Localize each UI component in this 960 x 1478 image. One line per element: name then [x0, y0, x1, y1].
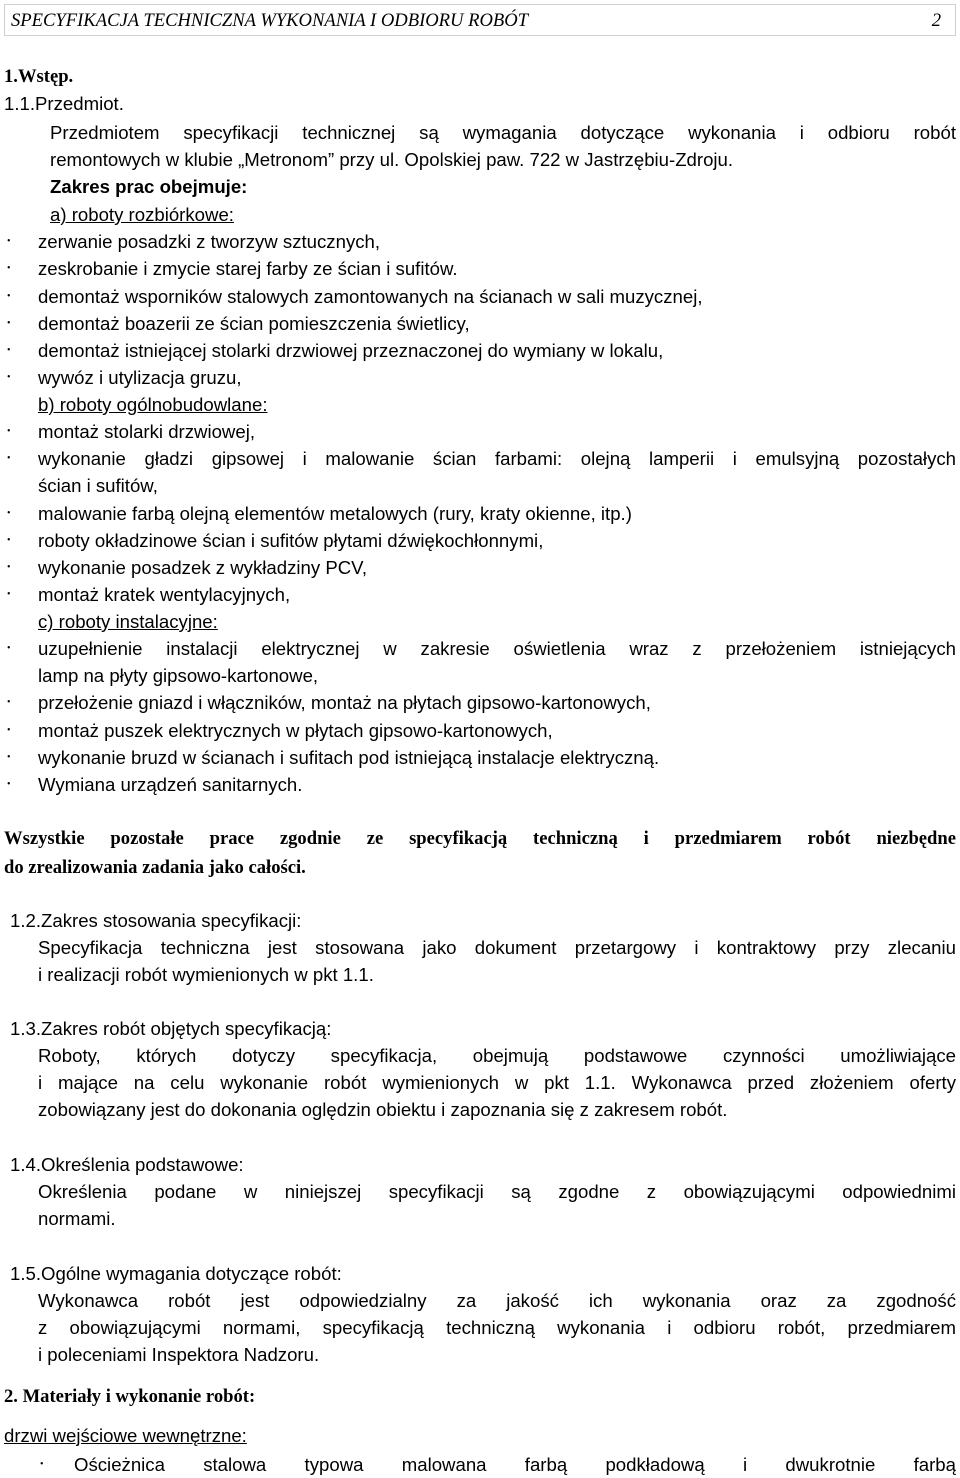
bullet-icon: • — [7, 508, 11, 519]
group-a-label: a) roboty rozbiórkowe: — [50, 204, 234, 225]
section-1-5-heading: 1.5.Ogólne wymagania dotyczące robót: — [10, 1263, 342, 1284]
list-item: roboty okładzinowe ścian i sufitów płytami dźwiękochłonnymi, — [38, 530, 544, 551]
section-1-3-line-3: zobowiązany jest do dokonania oględzin obiektu i zapoznania się z zakresem robót. — [38, 1099, 728, 1120]
list-item: zeskrobanie i zmycie starej farby ze ścian i sufitów. — [38, 258, 458, 279]
section-1-4-heading: 1.4.Określenia podstawowe: — [10, 1154, 244, 1175]
bullet-icon: • — [7, 318, 11, 329]
list-item: wykonanie gładzi gipsowej i malowanie ścian farbami: olejną lamperii i emulsyjną pozostałych — [38, 448, 956, 469]
list-item: zerwanie posadzki z tworzyw sztucznych, — [38, 231, 381, 252]
bullet-icon: • — [7, 236, 11, 247]
bullet-icon: • — [7, 562, 11, 573]
section-1-5-line-2: z obowiązującymi normami, specyfikacją techniczną wykonania i odbioru robót, przedmiarem — [38, 1317, 956, 1338]
page-header — [4, 4, 956, 36]
list-item: demontaż boazerii ze ścian pomieszczenia świetlicy, — [38, 313, 470, 334]
bullet-icon: • — [7, 752, 11, 763]
section-1-2-line-1: Specyfikacja techniczna jest stosowana jako dokument przetargowy i kontraktowy przy zlecaniu — [38, 937, 956, 958]
section-1-4-line-1: Określenia podane w niniejszej specyfikacji są zgodne z obowiązującymi odpowiednimi — [38, 1181, 956, 1202]
list-item: montaż puszek elektrycznych w płytach gipsowo-kartonowych, — [38, 720, 553, 741]
list-item: montaż stolarki drzwiowej, — [38, 421, 255, 442]
intro-line-1: Przedmiotem specyfikacji technicznej są wymagania dotyczące wykonania i odbioru robót — [50, 122, 956, 143]
list-item: malowanie farbą olejną elementów metalowych (rury, kraty okienne, itp.) — [38, 503, 632, 524]
section-1-1-heading: 1.1.Przedmiot. — [4, 93, 124, 114]
note-line-2: do zrealizowania zadania jako całości. — [4, 857, 306, 878]
scope-heading: Zakres prac obejmuje: — [50, 176, 248, 197]
list-item-continuation: ścian i sufitów, — [38, 475, 158, 496]
bullet-icon: • — [7, 643, 11, 654]
bullet-icon: • — [40, 1459, 44, 1470]
bullet-icon: • — [7, 725, 11, 736]
list-item: demontaż istniejącej stolarki drzwiowej przeznaczonej do wymiany w lokalu, — [38, 340, 664, 361]
bullet-icon: • — [7, 453, 11, 464]
section-1-2-heading: 1.2.Zakres stosowania specyfikacji: — [10, 910, 302, 931]
bullet-icon: • — [7, 372, 11, 383]
bullet-icon: • — [7, 535, 11, 546]
section-1-3-line-1: Roboty, których dotyczy specyfikacja, obejmują podstawowe czynności umożliwiające — [38, 1045, 956, 1066]
bullet-icon: • — [7, 589, 11, 600]
bullet-icon: • — [7, 426, 11, 437]
note-line-1: Wszystkie pozostałe prace zgodnie ze specyfikacją techniczną i przedmiarem robót niezbędne — [4, 828, 956, 849]
section-1-5-line-3: i poleceniami Inspektora Nadzoru. — [38, 1344, 320, 1365]
page-number: 2 — [931, 10, 941, 31]
bullet-icon: • — [7, 779, 11, 790]
section-2-heading: 2. Materiały i wykonanie robót: — [4, 1386, 256, 1407]
section-1-3-line-2: i mające na celu wykonanie robót wymienionych w pkt 1.1. Wykonawca przed złożeniem oferty — [38, 1072, 956, 1093]
list-item: wykonanie bruzd w ścianach i sufitach pod istniejącą instalacje elektryczną. — [38, 747, 660, 768]
list-item: Ościeżnica stalowa typowa malowana farbą podkładową i dwukrotnie farbą — [74, 1454, 956, 1475]
section-1-5-line-1: Wykonawca robót jest odpowiedzialny za jakość ich wykonania oraz za zgodność — [38, 1290, 956, 1311]
intro-line-2: remontowych w klubie „Metronom” przy ul. Opolskiej paw. 722 w Jastrzębiu-Zdroju. — [50, 149, 734, 170]
bullet-icon: • — [7, 345, 11, 356]
header-title: SPECYFIKACJA TECHNICZNA WYKONANIA I ODBIORU ROBÓT — [11, 10, 529, 31]
list-item: uzupełnienie instalacji elektrycznej w zakresie oświetlenia wraz z przełożeniem istniejących — [38, 638, 956, 659]
section-1-3-heading: 1.3.Zakres robót objętych specyfikacją: — [10, 1018, 332, 1039]
bullet-icon: • — [7, 697, 11, 708]
bullet-icon: • — [7, 291, 11, 302]
list-item: demontaż wsporników stalowych zamontowanych na ścianach w sali muzycznej, — [38, 286, 703, 307]
list-item: wykonanie posadzek z wykładziny PCV, — [38, 557, 368, 578]
section-1-4-line-2: normami. — [38, 1208, 116, 1229]
list-item: wywóz i utylizacja gruzu, — [38, 367, 242, 388]
list-item: przełożenie gniazd i włączników, montaż na płytach gipsowo-kartonowych, — [38, 692, 651, 713]
doors-label: drzwi wejściowe wewnętrzne: — [4, 1425, 247, 1446]
list-item: montaż kratek wentylacyjnych, — [38, 584, 291, 605]
section-1-heading: 1.Wstęp. — [4, 66, 74, 87]
group-b-label: b) roboty ogólnobudowlane: — [38, 394, 268, 415]
bullet-icon: • — [7, 263, 11, 274]
list-item: Wymiana urządzeń sanitarnych. — [38, 774, 303, 795]
section-1-2-line-2: i realizacji robót wymienionych w pkt 1.1. — [38, 964, 374, 985]
list-item-continuation: lamp na płyty gipsowo-kartonowe, — [38, 665, 319, 686]
group-c-label: c) roboty instalacyjne: — [38, 611, 218, 632]
